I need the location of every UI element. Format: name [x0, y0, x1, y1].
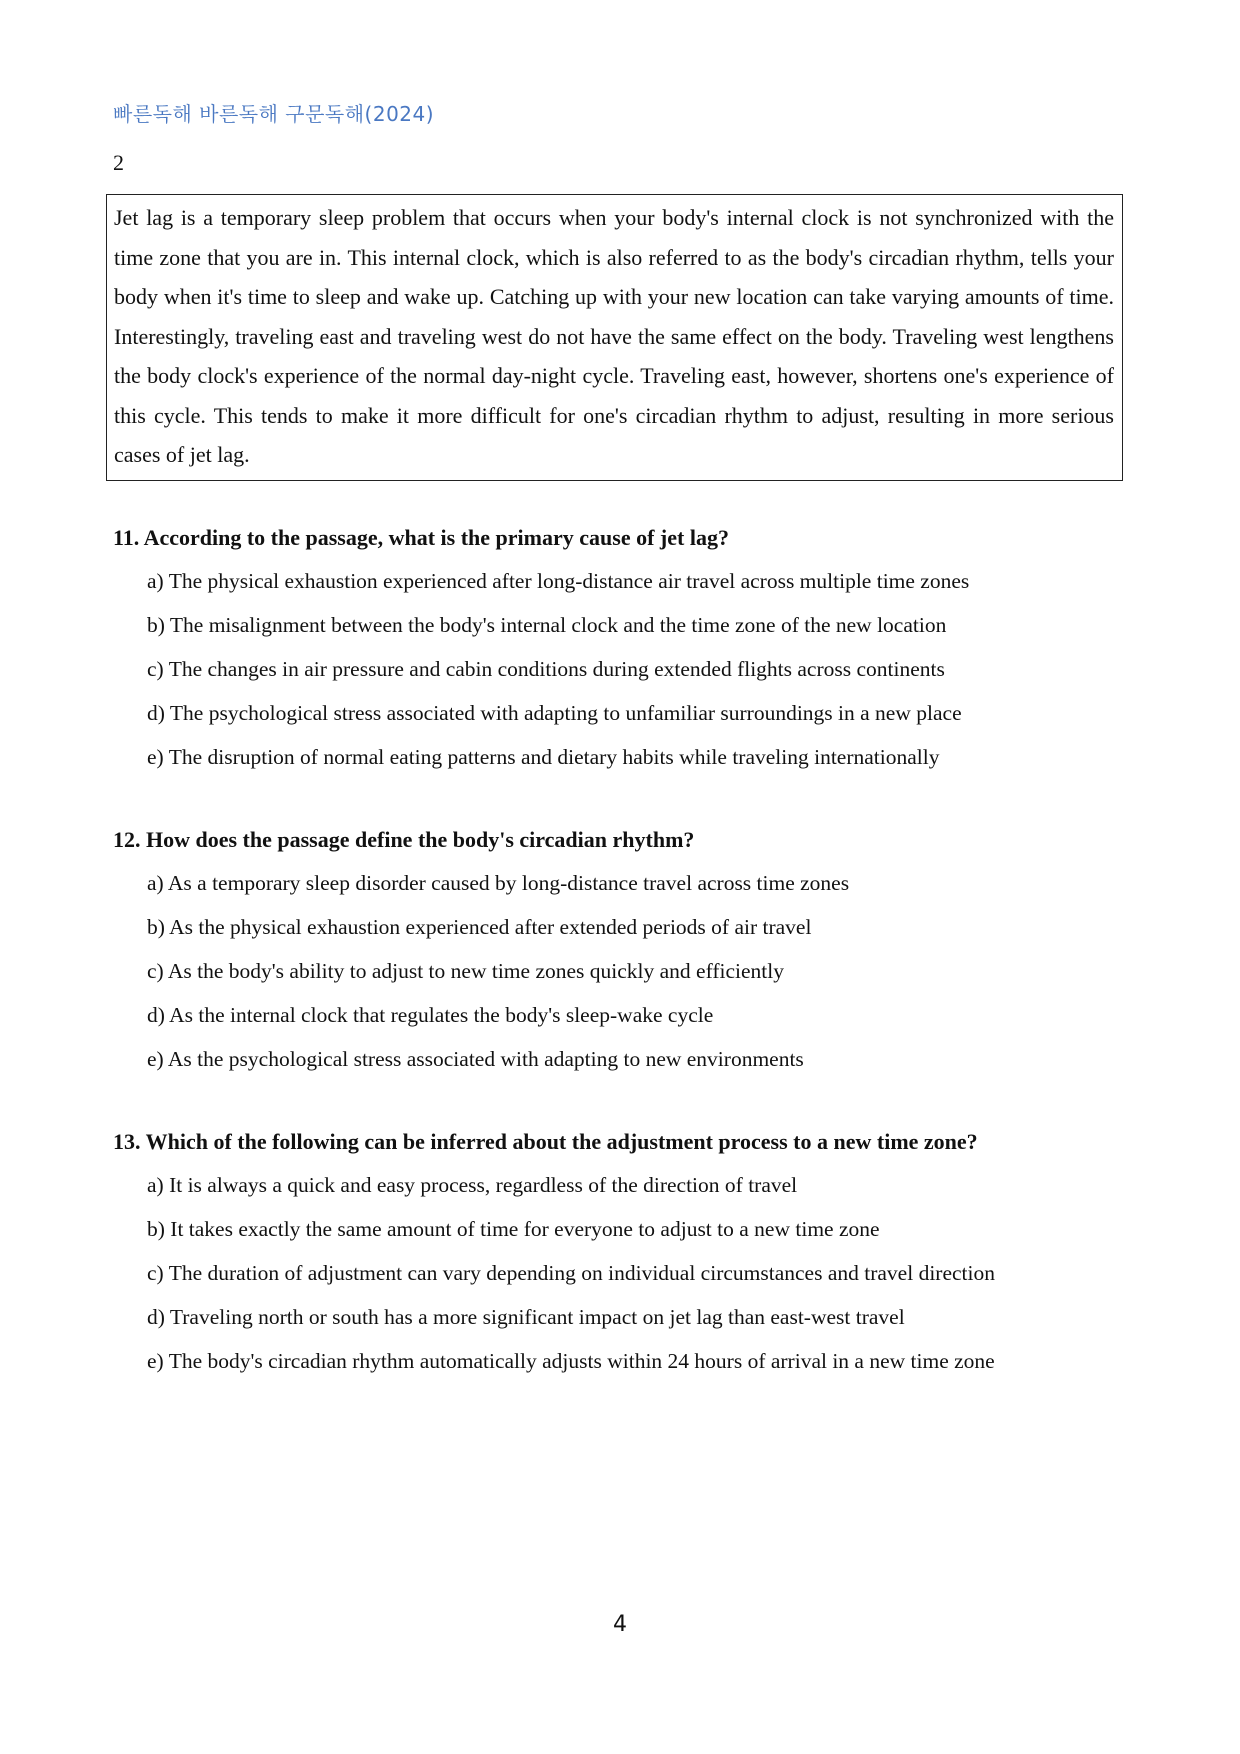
question-11 [113, 523, 1113, 786]
option-b: b) As the physical exhaustion experienced after extended periods of air travel [147, 915, 812, 939]
option-a: a) The physical exhaustion experienced after long-distance air travel across multiple time zones [147, 569, 970, 593]
reading-passage-box: Jet lag is a temporary sleep problem that occurs when your body's internal clock is not synchronized with the time zone that you are in. This internal clock, which is also referred to as the body's circadian rhythm, tells your body when it's time to sleep and wake up. Catching up with your new location can take varying amounts of time. Interestingly, traveling east and traveling west do not have the same effect on the body. Traveling west lengthens the body clock's experience of the normal day-night cycle. Traveling east, however, shortens one's experience of this cycle. This tends to make it more difficult for one's circadian rhythm to adjust, resulting in more serious cases of jet lag. [106, 194, 1123, 481]
answer-options [113, 868, 1113, 1074]
option-d: d) Traveling north or south has a more significant impact on jet lag than east-west travel [147, 1305, 905, 1329]
question-title: 12. How does the passage define the body's circadian rhythm? [113, 827, 695, 852]
passage-number: 2 [113, 150, 124, 175]
question-title: 11. According to the passage, what is the primary cause of jet lag? [113, 525, 729, 550]
option-a: a) As a temporary sleep disorder caused by long-distance travel across time zones [147, 871, 850, 895]
question-13 [113, 1127, 1113, 1390]
option-b: b) It takes exactly the same amount of time for everyone to adjust to a new time zone [147, 1217, 880, 1241]
option-e: e) The disruption of normal eating patterns and dietary habits while traveling internationally [147, 745, 940, 769]
answer-options [113, 1170, 1113, 1376]
option-e: e) The body's circadian rhythm automatically adjusts within 24 hours of arrival in a new time zone [147, 1349, 995, 1373]
page-number: 4 [613, 1612, 627, 1637]
option-e: e) As the psychological stress associated with adapting to new environments [147, 1047, 804, 1071]
option-a: a) It is always a quick and easy process, regardless of the direction of travel [147, 1173, 798, 1197]
option-d: d) As the internal clock that regulates the body's sleep-wake cycle [147, 1003, 714, 1027]
question-title: 13. Which of the following can be inferred about the adjustment process to a new time zone? [113, 1129, 978, 1154]
answer-options [113, 566, 1113, 772]
question-12 [113, 825, 1113, 1088]
option-c: c) The changes in air pressure and cabin conditions during extended flights across continents [147, 657, 945, 681]
book-title-header: 빠른독해 바른독해 구문독해(2024) [113, 102, 435, 126]
option-b: b) The misalignment between the body's internal clock and the time zone of the new location [147, 613, 947, 637]
option-c: c) As the body's ability to adjust to new time zones quickly and efficiently [147, 959, 785, 983]
option-c: c) The duration of adjustment can vary depending on individual circumstances and travel direction [147, 1261, 995, 1285]
option-d: d) The psychological stress associated with adapting to unfamiliar surroundings in a new place [147, 701, 962, 725]
